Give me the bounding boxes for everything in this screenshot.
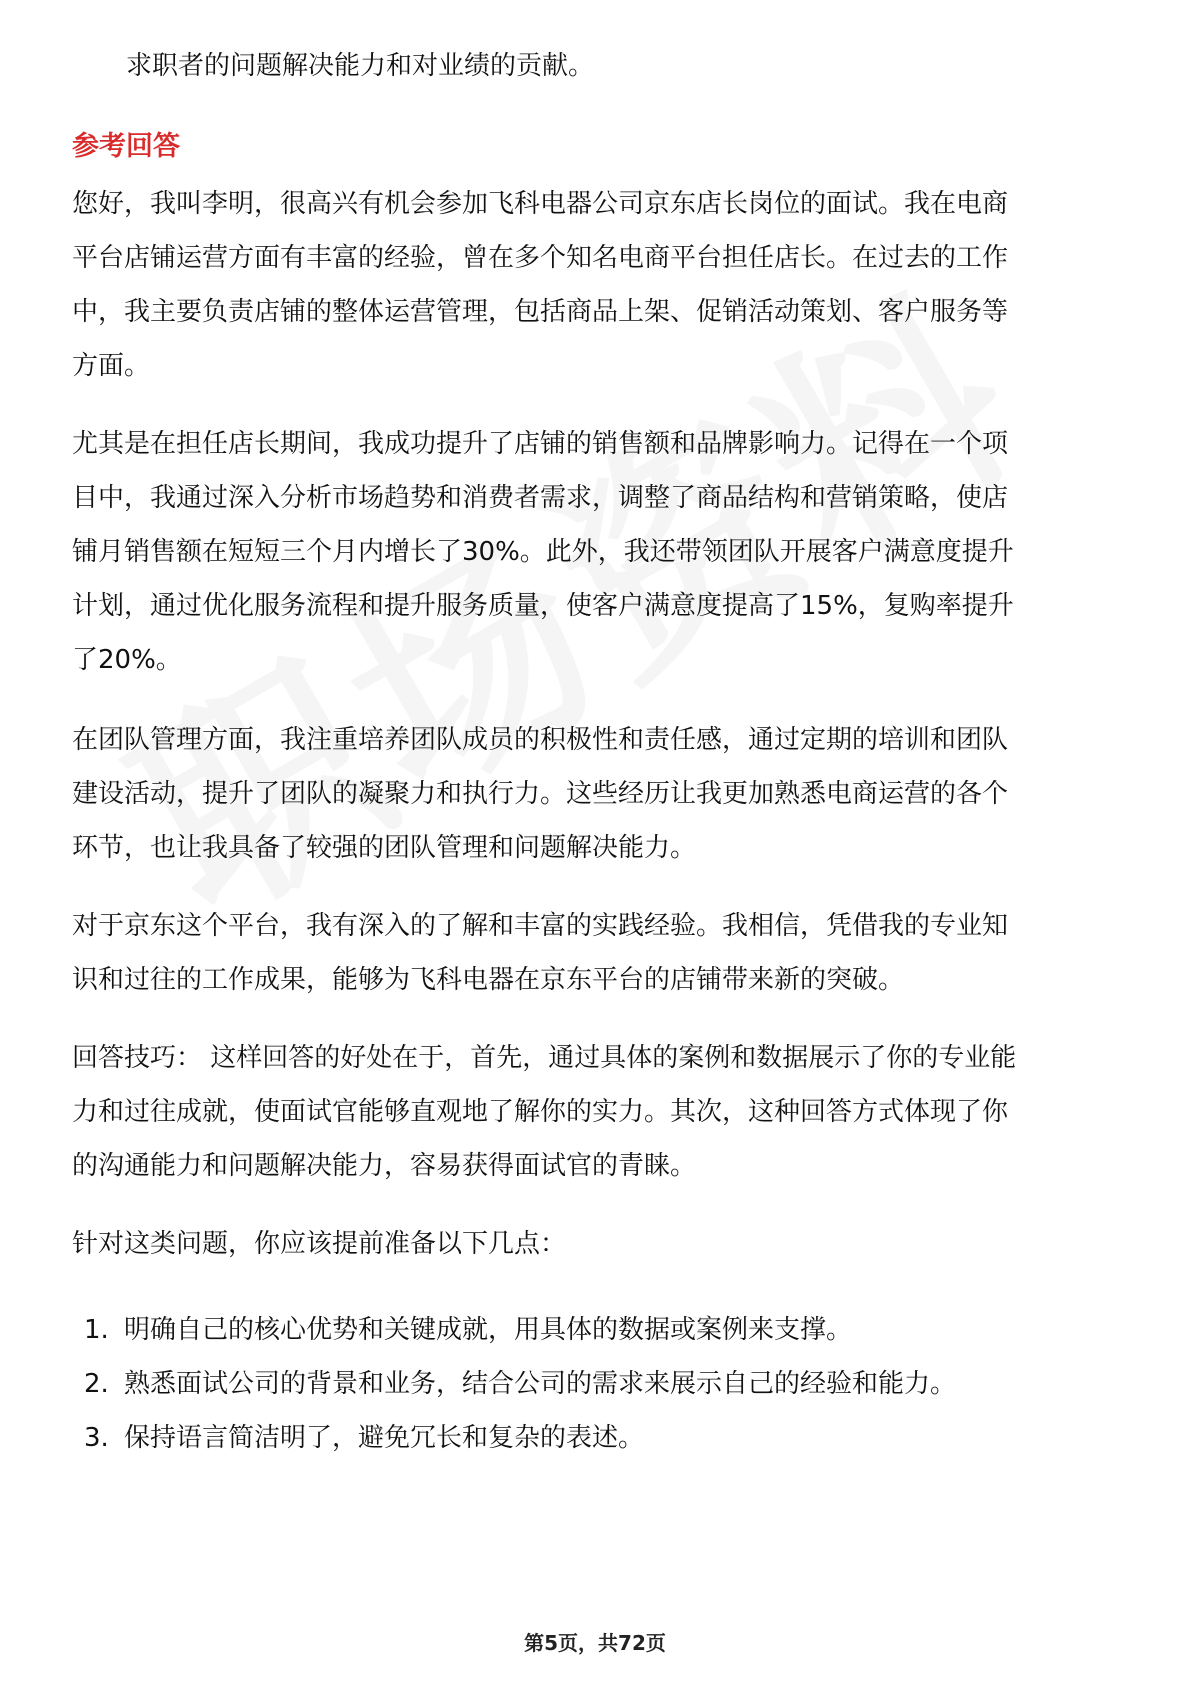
paragraph-3-line-2: 建设活动，提升了团队的凝聚力和执行力。这些经历让我更加熟悉电商运营的各个	[72, 779, 1009, 809]
list-item-text: 保持语言简洁明了，避免冗长和复杂的表述。	[124, 1423, 645, 1453]
paragraph-1-line-4: 方面。	[72, 351, 151, 381]
intro-tail-text: 求职者的问题解决能力和对业绩的贡献。	[126, 51, 595, 81]
tips-line-3: 的沟通能力和问题解决能力，容易获得面试官的青睐。	[72, 1151, 697, 1181]
paragraph-3-line-1: 在团队管理方面，我注重培养团队成员的积极性和责任感，通过定期的培训和团队	[72, 725, 1009, 755]
list-item-text: 熟悉面试公司的背景和业务，结合公司的需求来展示自己的经验和能力。	[124, 1369, 957, 1399]
paragraph-2-line-4: 计划，通过优化服务流程和提升服务质量，使客户满意度提高了15%，复购率提升	[72, 591, 1014, 621]
paragraph-2-line-2: 目中，我通过深入分析市场趋势和消费者需求，调整了商品结构和营销策略，使店	[72, 483, 1009, 513]
list-item-number: 1.	[84, 1315, 109, 1345]
page-number-footer: 第5页，共72页	[524, 1631, 666, 1655]
preparation-intro: 针对这类问题，你应该提前准备以下几点：	[72, 1229, 567, 1259]
tips-line-1: 回答技巧： 这样回答的好处在于，首先，通过具体的案例和数据展示了你的专业能	[72, 1043, 1017, 1073]
paragraph-2-line-5: 了20%。	[72, 645, 182, 675]
paragraph-4-line-2: 识和过往的工作成果，能够为飞科电器在京东平台的店铺带来新的突破。	[72, 965, 905, 995]
paragraph-4-line-1: 对于京东这个平台，我有深入的了解和丰富的实践经验。我相信，凭借我的专业知	[72, 911, 1009, 941]
list-item-text: 明确自己的核心优势和关键成就，用具体的数据或案例来支撑。	[124, 1315, 853, 1345]
tips-line-2: 力和过往成就，使面试官能够直观地了解你的实力。其次，这种回答方式体现了你	[72, 1097, 1009, 1127]
paragraph-1-line-1: 您好，我叫李明，很高兴有机会参加飞科电器公司京东店长岗位的面试。我在电商	[72, 189, 1009, 219]
list-item	[84, 1302, 852, 1359]
list-item	[84, 1356, 956, 1413]
paragraph-1-line-2: 平台店铺运营方面有丰富的经验，曾在多个知名电商平台担任店长。在过去的工作	[72, 243, 1009, 273]
paragraph-1-line-3: 中，我主要负责店铺的整体运营管理，包括商品上架、促销活动策划、客户服务等	[72, 297, 1009, 327]
list-item-number: 3.	[84, 1423, 109, 1453]
list-item-number: 2.	[84, 1369, 109, 1399]
list-item	[84, 1410, 644, 1467]
paragraph-3-line-3: 环节，也让我具备了较强的团队管理和问题解决能力。	[72, 833, 697, 863]
paragraph-2-line-3: 铺月销售额在短短三个月内增长了30%。此外，我还带领团队开展客户满意度提升	[72, 537, 1014, 567]
section-heading: 参考回答	[72, 131, 180, 162]
paragraph-2-line-1: 尤其是在担任店长期间，我成功提升了店铺的销售额和品牌影响力。记得在一个项	[72, 429, 1009, 459]
